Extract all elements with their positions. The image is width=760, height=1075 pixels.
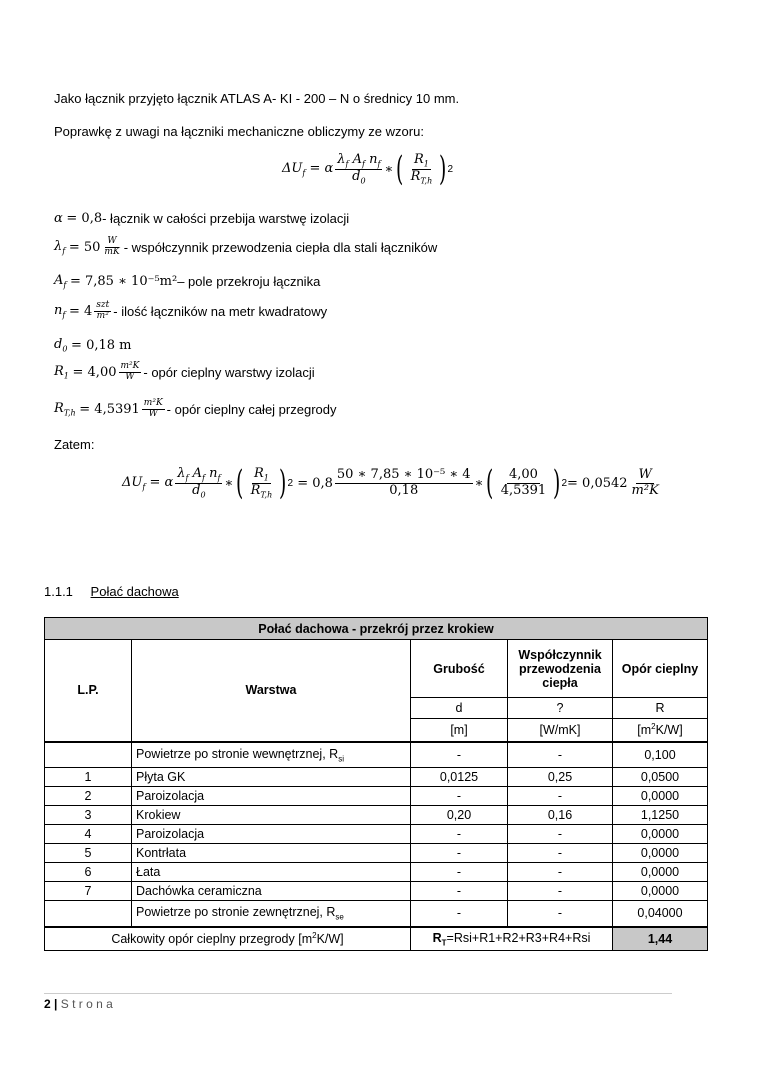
cell-d: - bbox=[411, 825, 508, 844]
sym-d: d bbox=[411, 698, 508, 719]
cell-d: 0,20 bbox=[411, 806, 508, 825]
table-row bbox=[45, 863, 708, 882]
main-formula: $\Delta U_f = \alpha$ $\frac{\lambda_f A_f n_f}{d_0}$ ∗ ( $\frac{R_1}{R_{T,h}}$ ) 2 bbox=[282, 149, 454, 189]
cell-name: Łata bbox=[132, 863, 411, 882]
table-row-total bbox=[45, 927, 708, 951]
cell-name: Płyta GK bbox=[132, 768, 411, 787]
table-row bbox=[45, 787, 708, 806]
rse-r: 0,04000 bbox=[613, 901, 708, 927]
table-row bbox=[45, 825, 708, 844]
unit-r: $[m^2K/W]$ bbox=[613, 719, 708, 742]
total-label: Całkowity opór cieplny przegrody $[m^2K/W]$ bbox=[45, 927, 411, 951]
table-row bbox=[45, 806, 708, 825]
unit-lambda: [W/mK] bbox=[508, 719, 613, 742]
col-warstwa-header: Warstwa bbox=[132, 640, 411, 742]
table-row-rsi bbox=[45, 742, 708, 768]
total-formula: $R_T=Rsi+R1+R2+R3+R4+Rsi$ bbox=[411, 927, 613, 951]
cell-d: - bbox=[411, 844, 508, 863]
cell-l: - bbox=[508, 787, 613, 806]
section-heading bbox=[44, 584, 179, 599]
table-row bbox=[45, 882, 708, 901]
sym-lambda: ? bbox=[508, 698, 613, 719]
cell-name: Kontrłata bbox=[132, 844, 411, 863]
cell-l: - bbox=[508, 844, 613, 863]
def-d0: $d_0$ = 0,18 m bbox=[54, 337, 132, 354]
cell-l: 0,25 bbox=[508, 768, 613, 787]
cell-l: - bbox=[508, 825, 613, 844]
def-alpha: α = 0,8 - łącznik w całości przebija warstwę izolacji bbox=[54, 211, 350, 226]
cell-name: Paroizolacja bbox=[132, 825, 411, 844]
rsi-label: Powietrze po stronie wewnętrznej, $R_{si}$ bbox=[132, 742, 411, 768]
calc-formula: $\Delta U_f = \alpha$ $\frac{\lambda_f A_f n_f}{d_0}$ ∗ ( $\frac{R_1}{R_{T,h}}$ ) 2 = 0,8 $\frac{\text{50 ∗ 7,85 ∗ 10⁻⁵ ∗ 4}}{0,18}$ ∗ ( $\frac{4,00}{4,5391}$ ) 2 = 0,0542 $\frac{W}{\text{m²K}}$ bbox=[122, 463, 659, 503]
def-nf: $n_f$ = 4 $\frac{\text{szt}}{\text{m²}}$ - ilość łączników na metr kwadratowy bbox=[54, 300, 328, 321]
def-af: $A_f$ = 7,85 ∗ 10⁻⁵m² – pole przekroju łącznika bbox=[54, 273, 321, 290]
intro-text: Jako łącznik przyjęto łącznik ATLAS A- KI - 200 – N o średnicy 10 mm. bbox=[54, 91, 460, 106]
zatem-text: Zatem: bbox=[54, 437, 95, 452]
total-value: 1,44 bbox=[613, 927, 708, 951]
cell-r: 0,0000 bbox=[613, 863, 708, 882]
cell-name: Paroizolacja bbox=[132, 787, 411, 806]
table-row-rse bbox=[45, 901, 708, 927]
cell-r: 0,0000 bbox=[613, 825, 708, 844]
page-number: 2 bbox=[44, 997, 51, 1011]
cell-lp: 1 bbox=[45, 768, 132, 787]
col-grubosc-header: Grubość bbox=[411, 640, 508, 698]
cell-l: - bbox=[508, 863, 613, 882]
cell-lp: 2 bbox=[45, 787, 132, 806]
cell-r: 0,0000 bbox=[613, 787, 708, 806]
cell-d: - bbox=[411, 787, 508, 806]
footer-separator: | bbox=[54, 997, 58, 1011]
footer-word: S t r o n a bbox=[60, 997, 113, 1011]
cell-r: 0,0500 bbox=[613, 768, 708, 787]
col-opor-header: Opór cieplny bbox=[613, 640, 708, 698]
col-lp-header: L.P. bbox=[45, 640, 132, 742]
cell-lp: 4 bbox=[45, 825, 132, 844]
def-r1: $R_1$ = 4,00 $\frac{\text{m²K}}{W}$ - opór cieplny warstwy izolacji bbox=[54, 361, 315, 382]
cell-r: 1,1250 bbox=[613, 806, 708, 825]
cell-l: - bbox=[508, 882, 613, 901]
cell-r: 0,0000 bbox=[613, 882, 708, 901]
cell-lp: 3 bbox=[45, 806, 132, 825]
cell-d: - bbox=[411, 863, 508, 882]
cell-name: Krokiew bbox=[132, 806, 411, 825]
cell-d: 0,0125 bbox=[411, 768, 508, 787]
formula-intro-text: Poprawkę z uwagi na łączniki mechaniczne obliczymy ze wzoru: bbox=[54, 124, 424, 139]
section-number: 1.1.1 bbox=[44, 584, 73, 599]
rse-d: - bbox=[411, 901, 508, 927]
table-title: Połać dachowa - przekrój przez krokiew bbox=[45, 618, 708, 640]
cell-l: 0,16 bbox=[508, 806, 613, 825]
layers-table bbox=[44, 617, 708, 951]
footer bbox=[44, 997, 113, 1011]
rsi-r: 0,100 bbox=[613, 742, 708, 768]
table-row bbox=[45, 768, 708, 787]
sym-r: R bbox=[613, 698, 708, 719]
rse-l: - bbox=[508, 901, 613, 927]
cell-lp: 5 bbox=[45, 844, 132, 863]
rsi-l: - bbox=[508, 742, 613, 768]
def-lambda: $\lambda_f$ = 50 $\frac{W}{mK}$ - współczynnik przewodzenia ciepła dla stali łączników bbox=[54, 236, 438, 257]
footer-divider bbox=[44, 993, 672, 994]
rsi-d: - bbox=[411, 742, 508, 768]
table-row bbox=[45, 844, 708, 863]
cell-name: Dachówka ceramiczna bbox=[132, 882, 411, 901]
cell-r: 0,0000 bbox=[613, 844, 708, 863]
unit-d: [m] bbox=[411, 719, 508, 742]
cell-lp: 6 bbox=[45, 863, 132, 882]
section-title: Połać dachowa bbox=[90, 584, 179, 599]
rse-label: Powietrze po stronie zewnętrznej, $R_{se}$ bbox=[132, 901, 411, 927]
col-wsp-header: Współczynnik przewodzenia ciepła bbox=[508, 640, 613, 698]
cell-d: - bbox=[411, 882, 508, 901]
def-rth: $R_{T,h}$ = 4,5391 $\frac{\text{m²K}}{W}$ - opór cieplny całej przegrody bbox=[54, 398, 337, 419]
cell-lp: 7 bbox=[45, 882, 132, 901]
